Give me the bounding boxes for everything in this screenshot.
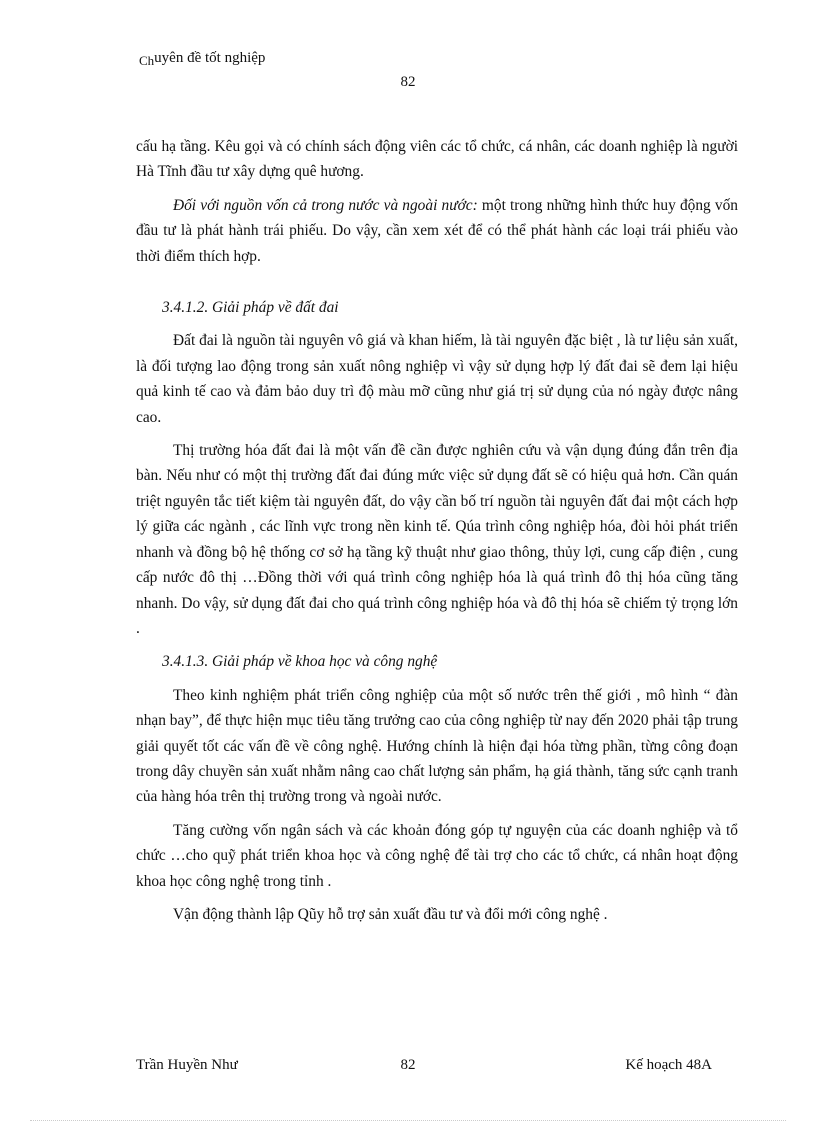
paragraph-4: Thị trường hóa đất đai là một vấn đề cần được nghiên cứu và vận dụng đúng đắn trên địa bàn. Nếu như có một thị trường đất đai đúng mức việc sử dụng đất sẽ có hiệu quả hơn. Cần quán triệt nguyên tắc tiết kiệm tài nguyên đất, do vậy cần bố trí nguồn tài nguyên đất đai một cách hợp lý giữa các ngành , các lĩnh vực trong nền kinh tế. Qúa trình công nghiệp hóa, đòi hỏi phát triển nhanh và đồng bộ hệ thống cơ sở hạ tầng kỹ thuật như giao thông, thủy lợi, cung cấp điện , cung cấp nước đô thị …Đồng thời với quá trình công nghiệp hóa là quá trình đô thị hóa cũng tăng nhanh. Do vậy, sử dụng đất đai cho quá trình công nghiệp hóa và đô thị hóa sẽ chiếm tỷ trọng lớn . [136,442,738,637]
paragraph-2-lead: Đối với nguồn vốn cả trong nước và ngoài nước: [173,196,478,214]
page-bottom-divider [30,1120,786,1121]
paragraph-2-rest: một trong những hình thức huy động vốn đầu tư là phát hành trái phiếu. Do vậy, cần xem xét để có thể phát hành các loại trái phiếu vào thời điểm thích hợp. [136,196,738,265]
footer-author: Trần Huyền Như [136,1057,238,1073]
header-page-number: 82 [400,74,416,90]
footer-class-name: Kế hoạch 48A [625,1057,712,1073]
paragraph-7: Vận động thành lập Qũy hỗ trợ sản xuất đầu tư và đổi mới công nghệ . [173,905,608,923]
footer-page-number: 82 [400,1057,416,1073]
paragraph-1: cấu hạ tầng. Kêu gọi và có chính sách động viên các tổ chức, cá nhân, các doanh nghiệp là người Hà Tĩnh đầu tư xây dựng quê hương. [136,138,738,181]
heading-3-4-1-2: 3.4.1.2. Giải pháp về đất đai [162,299,339,317]
header-title [139,50,265,67]
document-body [136,134,738,935]
header-title-prefix: Ch [139,53,155,68]
heading-3-4-1-3: 3.4.1.3. Giải pháp về khoa học và công nghệ [162,653,438,671]
paragraph-6: Tăng cường vốn ngân sách và các khoản đóng góp tự nguyện của các doanh nghiệp và tổ chức …cho quỹ phát triển khoa học và công nghệ để tài trợ cho các tổ chức, cá nhân hoạt động khoa học công nghệ trong tỉnh . [136,821,738,890]
paragraph-5: Theo kinh nghiệm phát triển công nghiệp của một số nước trên thế giới , mô hình “ đàn nhạn bay”, để thực hiện mục tiêu tăng trưởng cao của công nghiệp từ nay đến 2020 phải tập trung giải quyết tốt các vấn đề về công nghệ. Hướng chính là hiện đại hóa từng phần, từng công đoạn trong dây chuyền sản xuất nhằm nâng cao chất lượng sản phẩm, hạ giá thành, tăng sức cạnh tranh của hàng hóa trên thị trường trong và ngoài nước. [136,686,738,806]
header-title-rest: uyên đề tốt nghiệp [154,50,266,66]
paragraph-2 [136,193,738,269]
paragraph-3: Đất đai là nguồn tài nguyên vô giá và khan hiếm, là tài nguyên đặc biệt , là tư liệu sản xuất, là đối tượng lao động trong sản xuất nông nghiệp vì vậy sử dụng hợp lý đất đai sẽ đem lại hiệu quả kinh tế cao và đảm bảo duy trì độ màu mỡ cũng như giá trị sử dụng của nó ngày được nâng cao. [136,332,738,426]
